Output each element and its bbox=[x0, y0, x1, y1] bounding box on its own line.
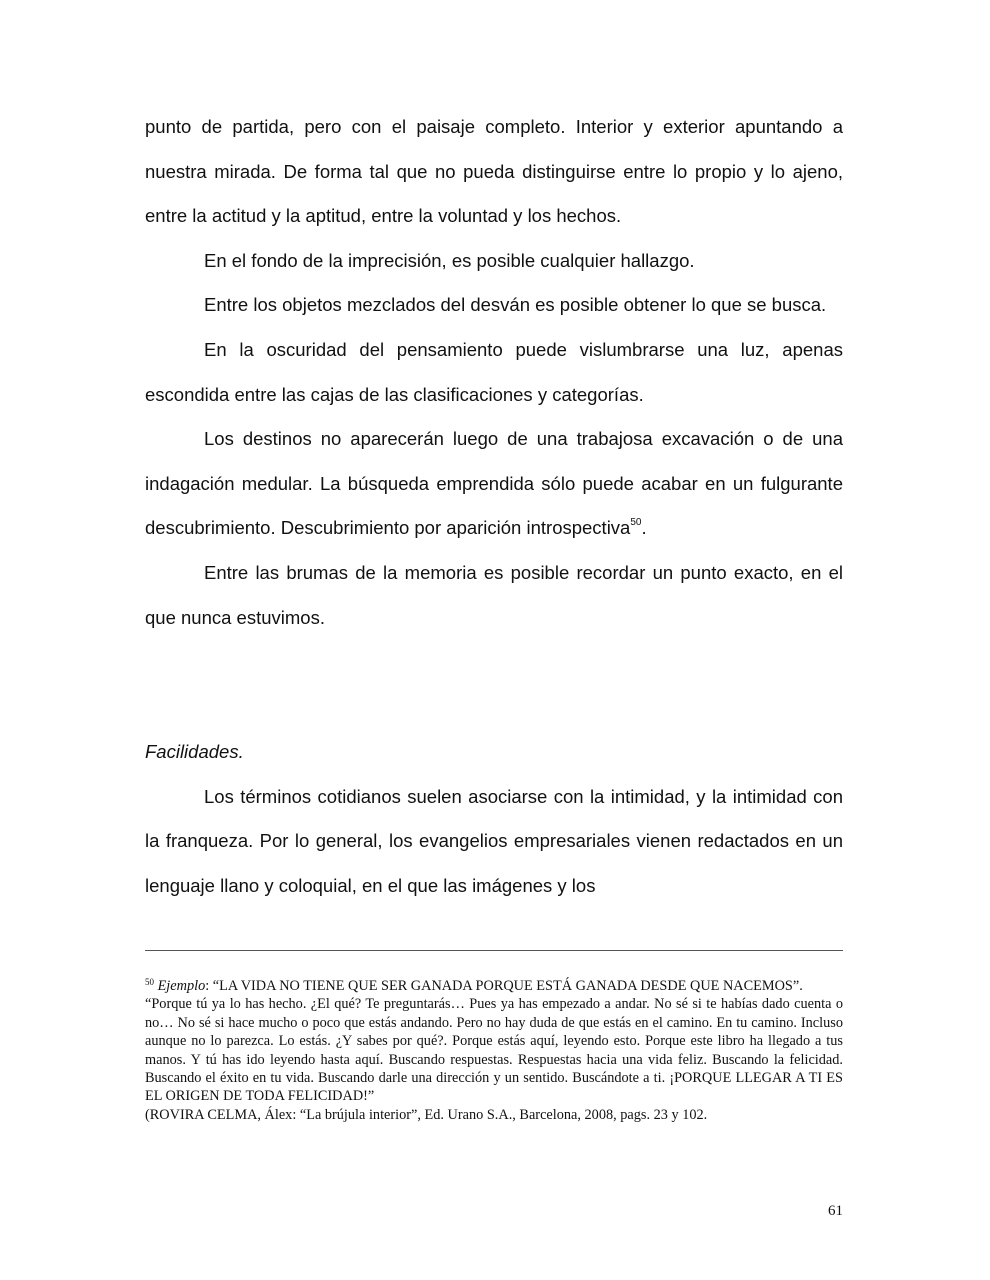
paragraph-5-end: . bbox=[641, 517, 647, 539]
page-number: 61 bbox=[828, 1203, 843, 1219]
paragraph-2: En el fondo de la imprecisión, es posible cualquier hallazgo. bbox=[204, 249, 695, 271]
section-facilidades bbox=[145, 730, 843, 908]
footnote-number: 50 bbox=[145, 977, 154, 987]
paragraph-1: punto de partida, pero con el paisaje completo. Interior y exterior apuntando a nuestra mirada. De forma tal que no pueda distinguirse entre lo propio y lo ajeno, entre la actitud y la aptitud, entre la voluntad y los hechos. bbox=[145, 116, 843, 227]
footnote-label: Ejemplo bbox=[157, 978, 206, 994]
footnote-reference[interactable]: 50 bbox=[630, 517, 642, 529]
footnote-quote: “Porque tú ya lo has hecho. ¿El qué? Te preguntarás… Pues ya has empezado a andar. No sé si te habías dado cuenta o no… No sé si hace mucho o poco que estás andando. Pero no hay duda de que estás en el camino. En tu camino. Incluso aunque no lo parezca. Lo estás. ¿Y sabes por qué?. Porque estás aquí, leyendo esto. Porque este libro ha llegado a tus manos. Y tú has ido leyendo hasta aquí. Buscando respuestas. Respuestas hacia una vida feliz. Buscando la felicidad. Buscando el éxito en tu vida. Buscando darle una dirección y un sentido. Buscándote a ti. ¡PORQUE LLEGAR A TI ES EL ORIGEN DE TODA FELICIDAD!” bbox=[145, 996, 843, 1105]
paragraph-3: Entre los objetos mezclados del desván es posible obtener lo que se busca. bbox=[204, 294, 827, 316]
footnote-line-1-rest: : “LA VIDA NO TIENE QUE SER GANADA PORQUE ESTÁ GANADA DESDE QUE NACEMOS”. bbox=[205, 978, 803, 994]
footnote-divider bbox=[145, 950, 843, 951]
footnote-line-1 bbox=[145, 977, 843, 995]
paragraph-5 bbox=[145, 417, 843, 551]
body-text bbox=[145, 105, 843, 640]
section-paragraph: Los términos cotidianos suelen asociarse con la intimidad, y la intimidad con la franqueza. Por lo general, los evangelios empresariales vienen redactados en un lenguaje llano y coloquial, en el que las imágenes y los bbox=[145, 785, 843, 896]
paragraph-6: Entre las brumas de la memoria es posible recordar un punto exacto, en el que nunca estuvimos. bbox=[145, 561, 843, 628]
footnote bbox=[145, 977, 843, 1124]
footnote-citation: (ROVIRA CELMA, Álex: “La brújula interior”, Ed. Urano S.A., Barcelona, 2008, pags. 23 y 102. bbox=[145, 1106, 708, 1123]
section-heading: Facilidades. bbox=[145, 741, 244, 762]
paragraph-4: En la oscuridad del pensamiento puede vislumbrarse una luz, apenas escondida entre las cajas de las clasificaciones y categorías. bbox=[145, 338, 843, 405]
paragraph-5-text: Los destinos no aparecerán luego de una trabajosa excavación o de una indagación medular. La búsqueda emprendida sólo puede acabar en un fulgurante descubrimiento. Descubrimiento por aparición introspectiva bbox=[145, 428, 843, 539]
